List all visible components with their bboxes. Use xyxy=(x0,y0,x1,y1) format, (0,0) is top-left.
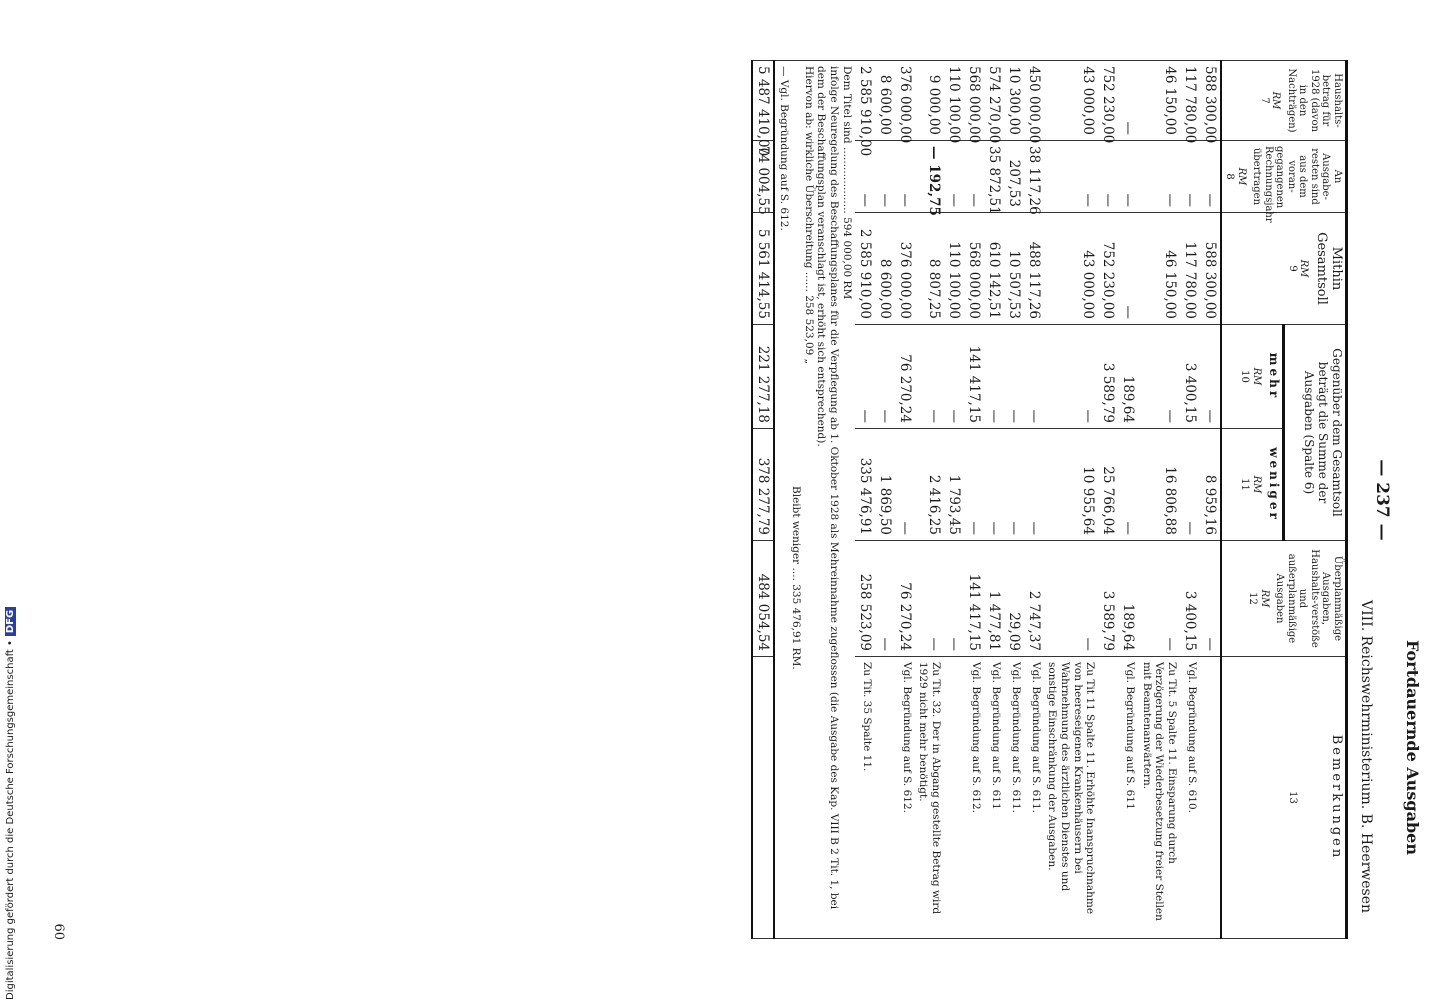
col-9-header: Mithin Gesamtsoll RM 9 xyxy=(1221,213,1347,325)
page-title: Fortdauernde Ausgaben xyxy=(1403,640,1422,855)
header-row xyxy=(1283,61,1346,939)
remark-cell: Vgl. Begründung auf S. 611 xyxy=(984,657,1004,939)
cell-c9: 8 600,00 xyxy=(875,213,895,325)
cell-c7: 2 585 910,00 xyxy=(855,61,875,141)
cell-c8: 207,53 xyxy=(1004,141,1024,213)
cell-c7: 117 780,00 xyxy=(1180,61,1200,141)
cell-c11: 16 806,88 xyxy=(1138,429,1180,541)
cell-c10: — xyxy=(855,325,875,429)
cell-c7: 9 000,00 xyxy=(915,61,944,141)
cell-c10: 141 417,15 xyxy=(964,325,984,429)
footnote xyxy=(774,61,855,939)
cell-c7: — xyxy=(1118,61,1138,141)
digitization-note: Digitalisierung gefördert durch die Deutsche Forschungsgemeinschaft •DFG xyxy=(2,604,18,1000)
col-7-header: Haushalts-betrag für 1928 (davon in den Nachträgen) RM 7 xyxy=(1221,61,1347,141)
dfg-logo: DFG xyxy=(5,607,16,636)
footnote-row xyxy=(774,61,855,939)
cell-c7: 10 300,00 xyxy=(1004,61,1024,141)
table-row xyxy=(1138,61,1180,939)
cell-c11: — xyxy=(1180,429,1200,541)
footnote-line: Dem Titel sind .................... 594 000,00 RM xyxy=(840,66,853,300)
table-row xyxy=(1044,61,1098,939)
remark-cell: Vgl. Begründung auf S. 612. xyxy=(964,657,984,939)
cell-c12: 258 523,09 xyxy=(855,541,875,657)
cell-c9: 43 000,00 xyxy=(1044,213,1098,325)
cell-c10: — xyxy=(1200,325,1221,429)
cell-c11: 8 959,16 xyxy=(1200,429,1221,541)
cell-c12: — xyxy=(915,541,944,657)
cell-c8: — xyxy=(944,141,964,213)
budget-table xyxy=(751,60,1348,939)
cell-c12: 141 417,15 xyxy=(964,541,984,657)
cell-c10: — xyxy=(984,325,1004,429)
cell-c10: — xyxy=(1004,325,1024,429)
table-row xyxy=(1118,61,1138,939)
cell-c9: 488 117,26 xyxy=(1024,213,1044,325)
remark-cell xyxy=(1098,657,1118,939)
table-row xyxy=(1024,61,1044,939)
cell-c8: — xyxy=(895,141,915,213)
remark-cell: Vgl. Begründung auf S. 611. xyxy=(1004,657,1024,939)
cell-c10: — xyxy=(915,325,944,429)
cell-c9: 117 780,00 xyxy=(1180,213,1200,325)
cell-c10: — xyxy=(875,325,895,429)
cell-c11: 335 476,91 xyxy=(855,429,875,541)
cell-c7: 450 000,00 xyxy=(1024,61,1044,141)
table-row xyxy=(984,61,1004,939)
total-c11: 378 277,79 xyxy=(752,429,774,541)
col-8-header: An Ausgabe-resten sind aus dem voran-gegangenen Rechnungsjahr übertragen RM 8 xyxy=(1221,141,1347,213)
section-title: VIII. Reichswehrministerium. B. Heerwesen xyxy=(1358,600,1374,914)
cell-c12: 29,09 xyxy=(1004,541,1024,657)
cell-c11: 25 766,04 xyxy=(1098,429,1118,541)
table-row xyxy=(875,61,895,939)
cell-c9: 8 807,25 xyxy=(915,213,944,325)
remark-cell: Zu Tit. 35 Spalte 11. xyxy=(855,657,875,939)
cell-c7: 110 100,00 xyxy=(944,61,964,141)
cell-c10: — xyxy=(1044,325,1098,429)
cell-c11: 10 955,64 xyxy=(1044,429,1098,541)
cell-c10: 76 270,24 xyxy=(895,325,915,429)
cell-c9: 46 150,00 xyxy=(1138,213,1180,325)
total-c8: 74 004,55 xyxy=(752,141,774,213)
cell-c8: — xyxy=(1200,141,1221,213)
cell-c7: 8 600,00 xyxy=(875,61,895,141)
cell-c9: 376 000,00 xyxy=(895,213,915,325)
col-12-header: Überplanmäßige Ausgaben, Haushalts-verstöße und außerplanmäßige Ausgaben RM 12 xyxy=(1221,541,1347,657)
cell-c12: — xyxy=(1044,541,1098,657)
cell-c7: 574 270,00 xyxy=(984,61,1004,141)
cell-c12: 1 477,81 xyxy=(984,541,1004,657)
total-remark-cell xyxy=(752,657,774,939)
total-c9: 5 561 414,55 xyxy=(752,213,774,325)
cell-c7: 568 000,00 xyxy=(964,61,984,141)
cell-c10: 189,64 xyxy=(1118,325,1138,429)
totals-row xyxy=(752,61,774,939)
cell-c9: 588 300,00 xyxy=(1200,213,1221,325)
cell-c9: 752 230,00 xyxy=(1098,213,1118,325)
remark-cell: Vgl. Begründung auf S. 611. xyxy=(1024,657,1044,939)
total-c10: 221 277,18 xyxy=(752,325,774,429)
remark-cell xyxy=(944,657,964,939)
footnote-line: — Vgl. Begründung auf S. 612. xyxy=(777,66,790,231)
cell-c7: 43 000,00 xyxy=(1044,61,1098,141)
remark-cell: Zu Tit. 5 Spalte 11. Einsparung durch Verzögerung der Wiederbesetzung freier Stellen mit Beamtenanwärtern. xyxy=(1138,657,1180,939)
cell-c8: 35 872,51 xyxy=(984,141,1004,213)
cell-c8: — xyxy=(1180,141,1200,213)
col-13-header: Bemerkungen 13 xyxy=(1221,657,1347,939)
remark-cell: Zu Tit 11 Spalte 11. Erhöhte Inanspruchnahme von heereseigenen Krankenhäusern bei Wahrnehmung des ärztlichen Dienstes und sonstige Einschränkung der Ausgaben. xyxy=(1044,657,1098,939)
cell-c11: — xyxy=(1118,429,1138,541)
cell-c8: — xyxy=(1118,141,1138,213)
cell-c10: 3 400,15 xyxy=(1180,325,1200,429)
cell-c12: 2 747,37 xyxy=(1024,541,1044,657)
cell-c9: 2 585 910,00 xyxy=(855,213,875,325)
remark-cell xyxy=(875,657,895,939)
col-10-11-group-header: Gegenüber dem Gesamtsoll beträgt die Summe der Ausgaben (Spalte 6) xyxy=(1283,325,1346,541)
cell-c10: 3 589,79 xyxy=(1098,325,1118,429)
footnote-line: Hiervon ab: wirkliche Überschreitung ...... 258 523,09 „ xyxy=(802,66,815,365)
page-number: — 237 — xyxy=(1372,459,1392,541)
cell-c9: 110 100,00 xyxy=(944,213,964,325)
cell-c7: 46 150,00 xyxy=(1138,61,1180,141)
cell-c11: 2 416,25 xyxy=(915,429,944,541)
cell-c12: — xyxy=(875,541,895,657)
cell-c8: — xyxy=(1044,141,1098,213)
cell-c12: — xyxy=(1200,541,1221,657)
table-row xyxy=(915,61,944,939)
cell-c11: — xyxy=(984,429,1004,541)
cell-c12: 189,64 xyxy=(1118,541,1138,657)
cell-c7: 752 230,00 xyxy=(1098,61,1118,141)
cell-c12: 3 589,79 xyxy=(1098,541,1118,657)
cell-c11: — xyxy=(895,429,915,541)
table-row xyxy=(1180,61,1200,939)
cell-c8: — xyxy=(964,141,984,213)
cell-c9: 610 142,51 xyxy=(984,213,1004,325)
cell-c8: — xyxy=(875,141,895,213)
cell-c11: — xyxy=(1024,429,1044,541)
total-c12: 484 054,54 xyxy=(752,541,774,657)
cell-c11: — xyxy=(964,429,984,541)
table-row xyxy=(944,61,964,939)
total-c7: 5 487 410,00 xyxy=(752,61,774,141)
cell-c11: — xyxy=(1004,429,1024,541)
cell-c12: 76 270,24 xyxy=(895,541,915,657)
col-10-header: mehr RM 10 xyxy=(1221,325,1283,429)
cell-c10: — xyxy=(1138,325,1180,429)
cell-c8: 38 117,26 xyxy=(1024,141,1044,213)
cell-c11: 1 793,45 xyxy=(944,429,964,541)
remark-cell: Zu Tit. 32. Der in Abgang gestellte Betrag wird 1929 nicht mehr benötigt. xyxy=(915,657,944,939)
remark-cell: Vgl. Begründung auf S. 612. xyxy=(895,657,915,939)
cell-c7: 588 300,00 xyxy=(1200,61,1221,141)
table-row xyxy=(964,61,984,939)
col-11-header: weniger RM 11 xyxy=(1221,429,1283,541)
table-row xyxy=(1098,61,1118,939)
cell-c11: 1 869,50 xyxy=(875,429,895,541)
table-row xyxy=(895,61,915,939)
footnote-line: infolge Neuregelung des Beschaffungsplanes für die Verpflegung ab 1. Oktober 1928 als Mehreinnahme zugeflossen (die Ausgabe des Kap. VIII B 2 Tit. 1, bei dem der Beschaffungsplan veranschlagt ist, erhöht sich entsprechend). xyxy=(815,66,841,910)
table-row xyxy=(1004,61,1024,939)
cell-c8: — xyxy=(855,141,875,213)
remark-cell: Vgl. Begründung auf S. 610. xyxy=(1180,657,1200,939)
footnote-line: Bleibt weniger .... 335 476,91 RM. xyxy=(790,486,803,670)
table-row xyxy=(1200,61,1221,939)
sheet-number: 60 xyxy=(51,923,66,940)
remark-cell: Vgl. Begründung auf S. 611 xyxy=(1118,657,1138,939)
cell-c12: 3 400,15 xyxy=(1180,541,1200,657)
cell-c12: — xyxy=(944,541,964,657)
cell-c10: — xyxy=(1024,325,1044,429)
cell-c12: — xyxy=(1138,541,1180,657)
cell-c9: 10 507,53 xyxy=(1004,213,1024,325)
cell-c8: — xyxy=(1138,141,1180,213)
cell-c10: — xyxy=(944,325,964,429)
cell-c7: 376 000,00 xyxy=(895,61,915,141)
cell-c9: — xyxy=(1118,213,1138,325)
cell-c9: 568 000,00 xyxy=(964,213,984,325)
remark-cell xyxy=(1200,657,1221,939)
table-row xyxy=(855,61,875,939)
cell-c8: — xyxy=(1098,141,1118,213)
cell-c8: — 192,75 xyxy=(915,141,944,213)
